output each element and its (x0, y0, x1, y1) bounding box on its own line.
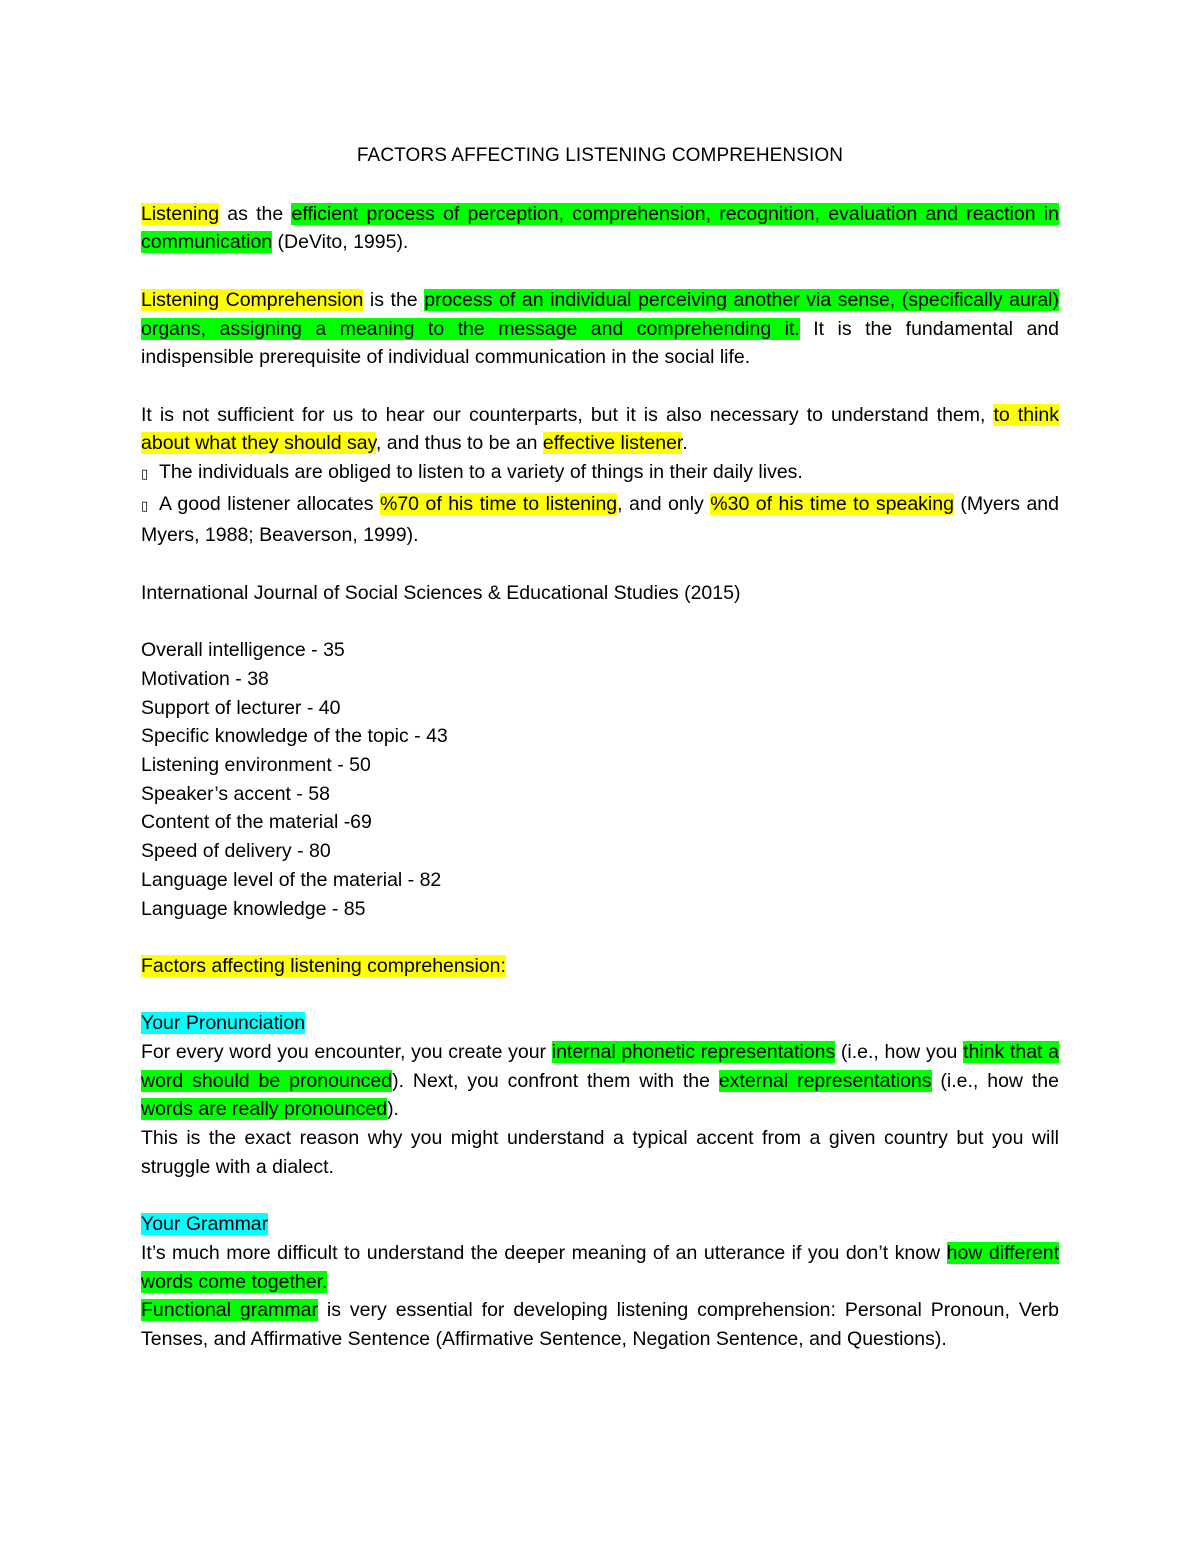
text-fragment: ). Next, you confront them with the (392, 1069, 719, 1092)
grammar-heading: Your Grammar (141, 1213, 269, 1236)
text-fragment: For every word you encounter, you create your (141, 1041, 552, 1063)
text-fragment: . (682, 432, 688, 455)
pronunciation-paragraph (141, 1038, 1059, 1124)
pronunciation-paragraph-2: This is the exact reason why you might understand a typical accent from a given country but you will struggle with a dialect. (141, 1127, 1059, 1178)
document-page (141, 142, 1059, 1354)
bullet-item-1 (141, 458, 1059, 490)
bullet-symbol-icon: ▯ (141, 498, 149, 514)
list-item: Motivation - 38 (141, 667, 269, 690)
text-fragment: , and only (617, 492, 711, 515)
highlight-internal: internal phonetic representations (551, 1041, 836, 1063)
text-fragment: It is not sufficient for us to hear our counterparts, but it is also necessary to understand them, (141, 403, 994, 426)
text-fragment: It is the fundamental and indispensible prerequisite of individual communication in the social life. (141, 317, 1059, 369)
citation: (Myers and Myers, 1988; Beaverson, 1999). (141, 492, 1059, 547)
list-item: Overall intelligence - 35 (141, 639, 345, 662)
term-listening: Listening (141, 202, 220, 225)
text-fragment: A good listener allocates (159, 492, 380, 515)
factor-list (141, 636, 1059, 923)
bullet-text: The individuals are obliged to listen to a variety of things in their daily lives. (159, 461, 803, 483)
list-item: Listening environment - 50 (141, 754, 371, 776)
definition-listening-comprehension (141, 286, 1059, 372)
highlight-functional-grammar: Functional grammar (141, 1299, 318, 1322)
document-title: FACTORS AFFECTING LISTENING COMPREHENSION (356, 145, 844, 166)
text-fragment: It’s much more difficult to understand the deeper meaning of an utterance if you don’t know (141, 1241, 947, 1264)
bullet-item-2 (141, 490, 1059, 550)
highlight-words-together: how different words come together. (141, 1241, 1059, 1293)
section-heading-pronunciation (141, 1009, 1059, 1038)
factors-heading-highlight: Factors affecting listening comprehension: (141, 954, 506, 977)
list-item: Support of lecturer - 40 (141, 696, 341, 719)
definition-listening (141, 200, 1059, 257)
highlight-think: to think about what they should say (141, 403, 1059, 455)
text-fragment: ). (387, 1098, 399, 1121)
list-item: Speed of delivery - 80 (141, 840, 331, 863)
citation: (DeVito, 1995). (272, 231, 409, 254)
pronunciation-heading: Your Pronunciation (141, 1012, 306, 1035)
list-item: Content of the material -69 (141, 811, 372, 834)
highlight-listening-time: %70 of his time to listening (379, 492, 618, 515)
section-heading-grammar (141, 1210, 1059, 1239)
list-item: Language knowledge - 85 (141, 897, 366, 920)
highlight-effective-listener: effective listener (542, 432, 683, 455)
highlight-external: external representations (718, 1069, 932, 1092)
list-item: Language level of the material - 82 (141, 868, 442, 891)
text-fragment: , and thus to be an (375, 432, 543, 455)
definition-highlight: process of an individual perceiving another via sense, (specifically aural) organs, assigning a meaning to the message and comprehending it. (141, 288, 1059, 340)
grammar-paragraph (141, 1239, 1059, 1296)
grammar-paragraph-2 (141, 1296, 1059, 1353)
journal-reference: International Journal of Social Sciences & Educational Studies (2015) (141, 581, 741, 604)
text-fragment: is very essential for developing listening comprehension: Personal Pronoun, Verb Tenses, and Affirmative Sentence (Affirmative Sentence, Negation Sentence, and Questions). (141, 1299, 1059, 1351)
highlight-think-pronounced: think that a word should be pronounced (141, 1041, 1060, 1092)
highlight-really-pronounced: words are really pronounced (141, 1098, 388, 1121)
paragraph-effective-listener (141, 401, 1059, 458)
bullet-symbol-icon: ▯ (141, 467, 149, 482)
highlight-speaking-time: %30 of his time to speaking (710, 492, 954, 515)
list-item: Speaker’s accent - 58 (141, 782, 330, 805)
text-fragment: as the (219, 202, 292, 225)
factors-heading (141, 952, 1059, 981)
list-item: Specific knowledge of the topic - 43 (141, 725, 448, 748)
term-listening-comprehension: Listening Comprehension (141, 288, 364, 311)
text-fragment: is the (363, 288, 425, 311)
text-fragment: (i.e., how the (931, 1069, 1059, 1092)
text-fragment: (i.e., how you (835, 1041, 964, 1063)
definition-highlight: efficient process of perception, comprehension, recognition, evaluation and reaction in communication (141, 202, 1059, 254)
